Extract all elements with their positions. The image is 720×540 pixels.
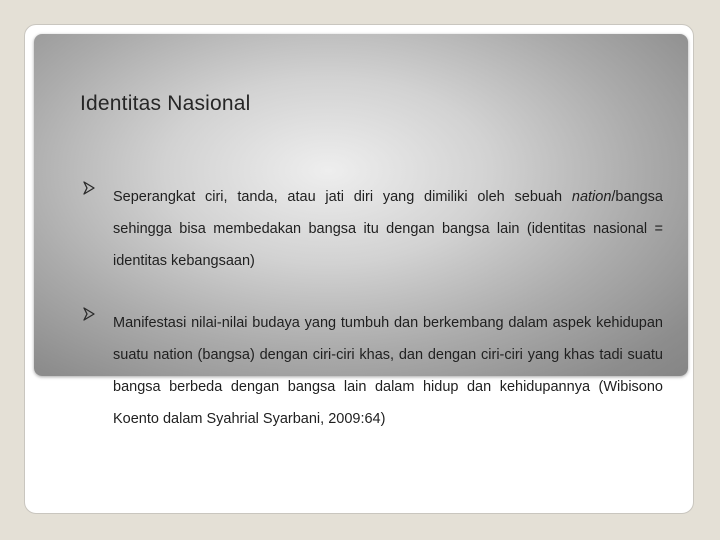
- arrowhead-bullet-icon: [83, 181, 95, 195]
- arrowhead-bullet-icon: [83, 307, 95, 321]
- bullet-text-end: /bangsa sehingga bisa membedakan bangsa itu dengan bangsa lain (identitas nasional = identitas kebangsaan): [113, 189, 663, 269]
- bullet-text: Manifestasi nilai-nilai budaya yang tumbuh dan berkembang dalam aspek kehidupan suatu nation (bangsa) dengan ciri-ciri khas, dan dengan ciri-ciri yang khas tadi suatu bangsa berbeda dengan bangsa lain dalam hidup dan kehidupannya (Wibisono Koento dalam Syahrial Syarbani, 2009:64): [113, 315, 663, 427]
- bullet-text-start: Seperangkat ciri, tanda, atau jati diri yang dimiliki oleh sebuah: [113, 189, 572, 205]
- slide-title: Identitas Nasional: [80, 92, 251, 115]
- bullet-text: [113, 181, 663, 277]
- bullet-text-italic: nation: [571, 189, 612, 205]
